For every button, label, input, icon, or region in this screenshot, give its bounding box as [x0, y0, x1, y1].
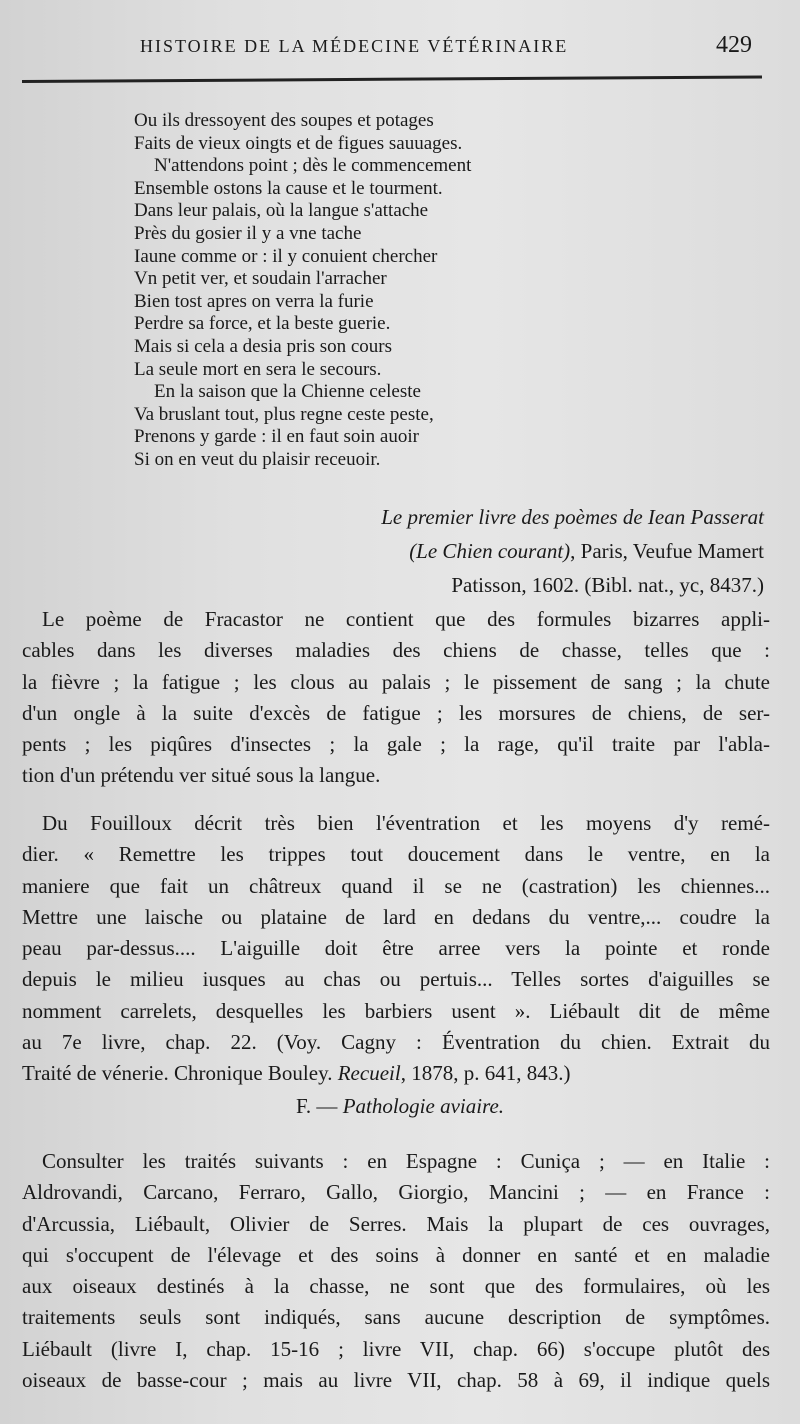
text-line: nomment carrelets, desquelles les barbiers usent ». Liébault dit de même	[22, 998, 770, 1023]
poem-line: Si on en veut du plaisir receuoir.	[134, 448, 381, 470]
poem-line: Perdre sa force, et la beste guerie.	[134, 313, 391, 335]
poem-line: La seule mort en sera le secours.	[134, 358, 382, 380]
text-line: au 7e livre, chap. 22. (Voy. Cagny : Éventration du chien. Extrait du	[22, 1030, 770, 1055]
paragraph-fracastor	[22, 604, 770, 792]
text-line	[22, 1058, 770, 1089]
text-line: Le poème de Fracastor ne contient que des formules bizarres appli-	[42, 607, 770, 631]
text-line: qui s'occupent de l'élevage et des soins à donner en santé et en maladie	[22, 1242, 770, 1267]
poem-line: Va bruslant tout, plus regne ceste peste,	[134, 403, 434, 425]
journal-title: Recueil	[337, 1061, 401, 1086]
paragraph-pathologie-aviaire	[22, 1146, 770, 1396]
poem-line: Ensemble ostons la cause et le tourment.	[134, 177, 443, 199]
text-line: Aldrovandi, Carcano, Ferraro, Gallo, Giorgio, Mancini ; — en France :	[22, 1180, 770, 1205]
poem-line: Près du gosier il y a vne tache	[134, 222, 362, 244]
section-title: Pathologie aviaire.	[342, 1094, 505, 1118]
text-segment: Traité de vénerie. Chronique Bouley.	[22, 1061, 338, 1086]
citation-subtitle: (Le Chien courant)	[409, 539, 571, 563]
text-segment: , 1878, p. 641, 843.)	[400, 1061, 571, 1086]
text-line: depuis le milieu iusques au chas ou pertuis... Telles sortes d'aiguilles se	[22, 967, 770, 992]
poem-block	[134, 110, 754, 472]
citation-reference: Patisson, 1602. (Bibl. nat., yc, 8437.)	[451, 573, 764, 597]
text-line: la fièvre ; la fatigue ; les clous au palais ; le pissement de sang ; la chute	[22, 669, 770, 694]
poem-citation	[204, 500, 764, 602]
poem-line: N'attendons point ; dès le commencement	[154, 155, 472, 177]
poem-line: Faits de vieux oingts et de figues sauuages.	[134, 132, 463, 154]
text-line: d'Arcussia, Liébault, Olivier de Serres. Mais la plupart de ces ouvrages,	[22, 1211, 770, 1236]
poem-line: Mais si cela a desia pris son cours	[134, 335, 393, 357]
poem-line: Bien tost apres on verra la furie	[134, 290, 374, 312]
poem-line: Iaune comme or : il y conuient chercher	[134, 245, 438, 267]
text-line: dier. « Remettre les trippes tout doucement dans le ventre, en la	[22, 842, 770, 867]
section-heading	[0, 1094, 800, 1119]
running-title: HISTOIRE DE LA MÉDECINE VÉTÉRINAIRE	[140, 36, 569, 56]
citation-publisher: , Paris, Veufue Mamert	[570, 539, 764, 563]
header-rule	[22, 75, 762, 83]
paragraph-du-fouilloux	[22, 808, 770, 1090]
text-line: cables dans les diverses maladies des chiens de chasse, telles que :	[22, 638, 770, 663]
poem-line: En la saison que la Chienne celeste	[154, 381, 421, 403]
poem-line: Ou ils dressoyent des soupes et potages	[134, 110, 434, 131]
text-line: peau par-dessus.... L'aiguille doit être arree vers la pointe et ronde	[22, 936, 770, 961]
citation-title: Le premier livre des poèmes de Iean Passerat	[381, 505, 764, 529]
text-line: Mettre une laische ou plataine de lard en dedans du ventre,... coudre la	[22, 904, 770, 929]
page-header	[0, 32, 800, 66]
text-line: tion d'un prétendu ver situé sous la langue.	[22, 763, 381, 788]
text-line: pents ; les piqûres d'insectes ; la gale ; la rage, qu'il traite par l'abla-	[22, 732, 770, 757]
poem-line: Prenons y garde : il en faut soin auoir	[134, 426, 419, 448]
text-line: Liébault (livre I, chap. 15-16 ; livre VII, chap. 66) s'occupe plutôt des	[22, 1336, 770, 1361]
poem-line: Vn petit ver, et soudain l'arracher	[134, 268, 387, 290]
text-line: oiseaux de basse-cour ; mais au livre VII, chap. 58 à 69, il indique quels	[22, 1368, 770, 1393]
text-line: aux oiseaux destinés à la chasse, ne sont que des formulaires, où les	[22, 1274, 770, 1299]
text-line: Du Fouilloux décrit très bien l'éventration et les moyens d'y remé-	[42, 811, 770, 835]
page-number: 429	[716, 32, 752, 58]
text-line: traitements seuls sont indiqués, sans aucune description de symptômes.	[22, 1305, 770, 1330]
section-letter: F. —	[295, 1094, 343, 1118]
text-line: Consulter les traités suivants : en Espagne : Cuniça ; — en Italie :	[42, 1149, 770, 1173]
text-line: maniere que fait un châtreux quand il se ne (castration) les chiennes...	[22, 873, 770, 898]
poem-line: Dans leur palais, où la langue s'attache	[134, 200, 429, 222]
text-line: d'un ongle à la suite d'excès de fatigue ; les morsures de chiens, de ser-	[22, 700, 770, 725]
